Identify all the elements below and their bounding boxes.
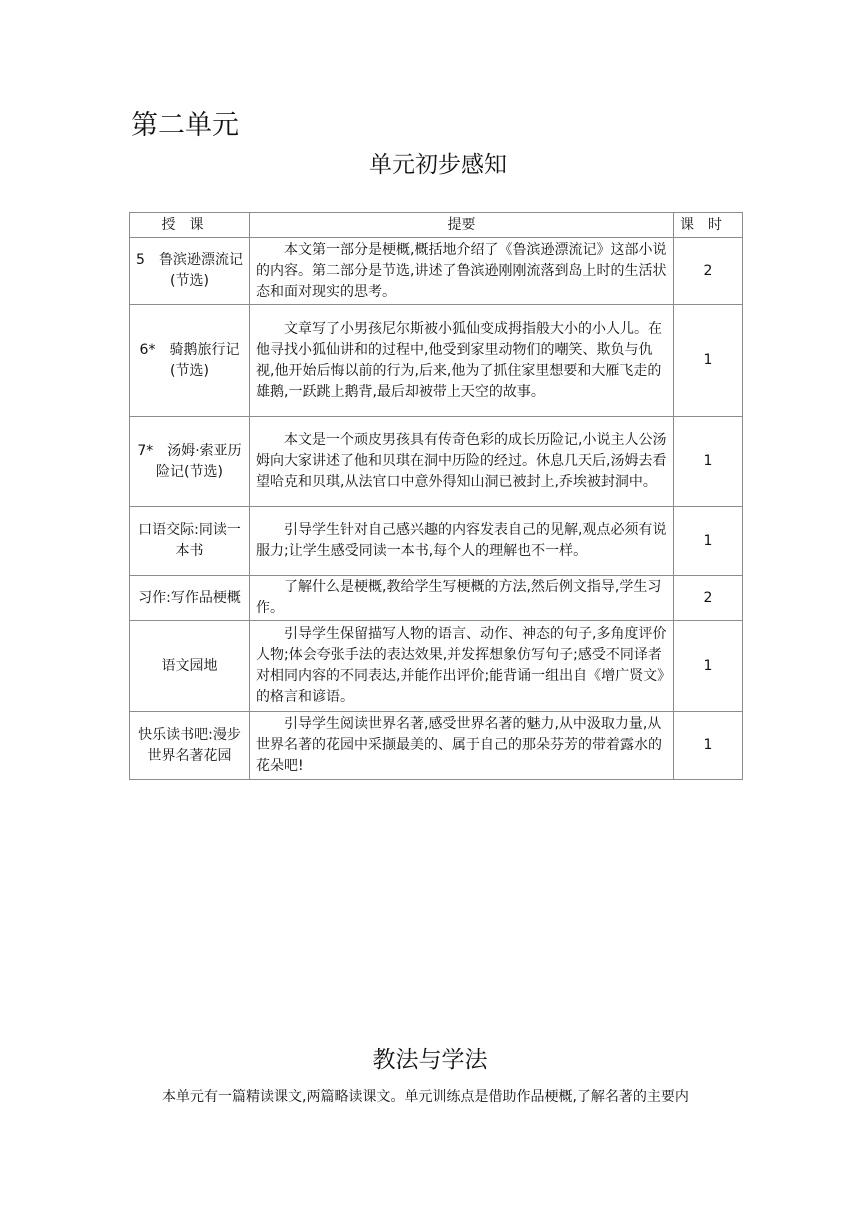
lesson-cell	[130, 507, 250, 576]
lesson-plan-table	[129, 212, 743, 780]
lesson-name: 口语交际:同读一	[138, 522, 241, 538]
lesson-name-line2: (节选)	[170, 362, 209, 379]
table-row	[130, 417, 743, 507]
unit-title: 第二单元	[131, 110, 239, 141]
lesson-name-line2: 世界名著花园	[147, 747, 232, 764]
lesson-summary: 引导学生阅读世界名著,感受世界名著的魅力,从中汲取力量,从世界名著的花园中采撷最美的、属于自己的那朵芬芳的带着露水的花朵吧!	[250, 712, 674, 780]
header-summary: 提要	[250, 213, 674, 238]
lesson-summary: 文章写了小男孩尼尔斯被小狐仙变成拇指般大小的小人儿。在他寻找小狐仙讲和的过程中,他受到家里动物们的嘲笑、欺负与仇视,他开始后悔以前的行为,后来,他为了抓住家里想要和大雁飞走的雄鹅,一跃跳上鹅背,最后却被带上天空的故事。	[250, 305, 674, 417]
lesson-name-line2: (节选)	[170, 273, 209, 289]
lesson-cell	[130, 621, 250, 712]
table-row	[130, 576, 743, 621]
lesson-hours: 1	[674, 305, 743, 417]
header-hours: 课时	[674, 213, 743, 238]
methods-paragraph: 本单元有一篇精读课文,两篇略读课文。单元训练点是借助作品梗概,了解名著的主要内	[162, 1089, 689, 1105]
lesson-cell	[130, 712, 250, 780]
section-title-methods: 教法与学法	[372, 1047, 488, 1073]
lesson-name: 习作:写作品梗概	[138, 589, 241, 606]
lesson-hours: 2	[674, 238, 743, 305]
table-row	[130, 507, 743, 576]
lesson-cell	[130, 576, 250, 621]
lesson-summary: 本文第一部分是梗概,概括地介绍了《鲁滨逊漂流记》这部小说的内容。第二部分是节选,讲述了鲁滨逊刚刚流落到岛上时的生活状态和面对现实的思考。	[250, 238, 674, 305]
lesson-name: 语文园地	[161, 657, 218, 674]
lesson-cell	[130, 305, 250, 417]
lesson-summary: 了解什么是梗概,教给学生写梗概的方法,然后例文指导,学生习作。	[250, 576, 674, 621]
lesson-name: 快乐读书吧:漫步	[138, 726, 241, 743]
lesson-name-line2: 险记(节选)	[156, 463, 223, 480]
lesson-cell	[130, 238, 250, 305]
lesson-hours: 1	[674, 507, 743, 576]
table-row	[130, 712, 743, 780]
lesson-hours: 1	[674, 621, 743, 712]
table-row	[130, 621, 743, 712]
table-header-row	[130, 213, 743, 238]
lesson-name: 7* 汤姆·索亚历	[137, 442, 242, 459]
lesson-summary: 本文是一个顽皮男孩具有传奇色彩的成长历险记,小说主人公汤姆向大家讲述了他和贝琪在洞中历险的经过。休息几天后,汤姆去看望哈克和贝琪,从法官口中意外得知山洞已被封上,乔埃被封洞中。	[250, 417, 674, 507]
lesson-hours: 1	[674, 417, 743, 507]
table-row	[130, 238, 743, 305]
lesson-name-line2: 本书	[175, 543, 204, 559]
lesson-hours: 2	[674, 576, 743, 621]
lesson-name: 5 鲁滨逊漂流记	[136, 252, 243, 268]
lesson-cell	[130, 417, 250, 507]
lesson-name: 6* 骑鹅旅行记	[139, 341, 240, 358]
section-title-perception: 单元初步感知	[369, 152, 507, 178]
table-row	[130, 305, 743, 417]
lesson-summary: 引导学生针对自己感兴趣的内容发表自己的见解,观点必须有说服力;让学生感受同读一本书,每个人的理解也不一样。	[250, 507, 674, 576]
lesson-hours: 1	[674, 712, 743, 780]
lesson-summary: 引导学生保留描写人物的语言、动作、神态的句子,多角度评价人物;体会夸张手法的表达效果,并发挥想象仿写句子;感受不同译者对相同内容的不同表达,并能作出评价;能背诵一组出自《增广贤文》的格言和谚语。	[250, 621, 674, 712]
header-lesson: 授课	[130, 213, 250, 238]
